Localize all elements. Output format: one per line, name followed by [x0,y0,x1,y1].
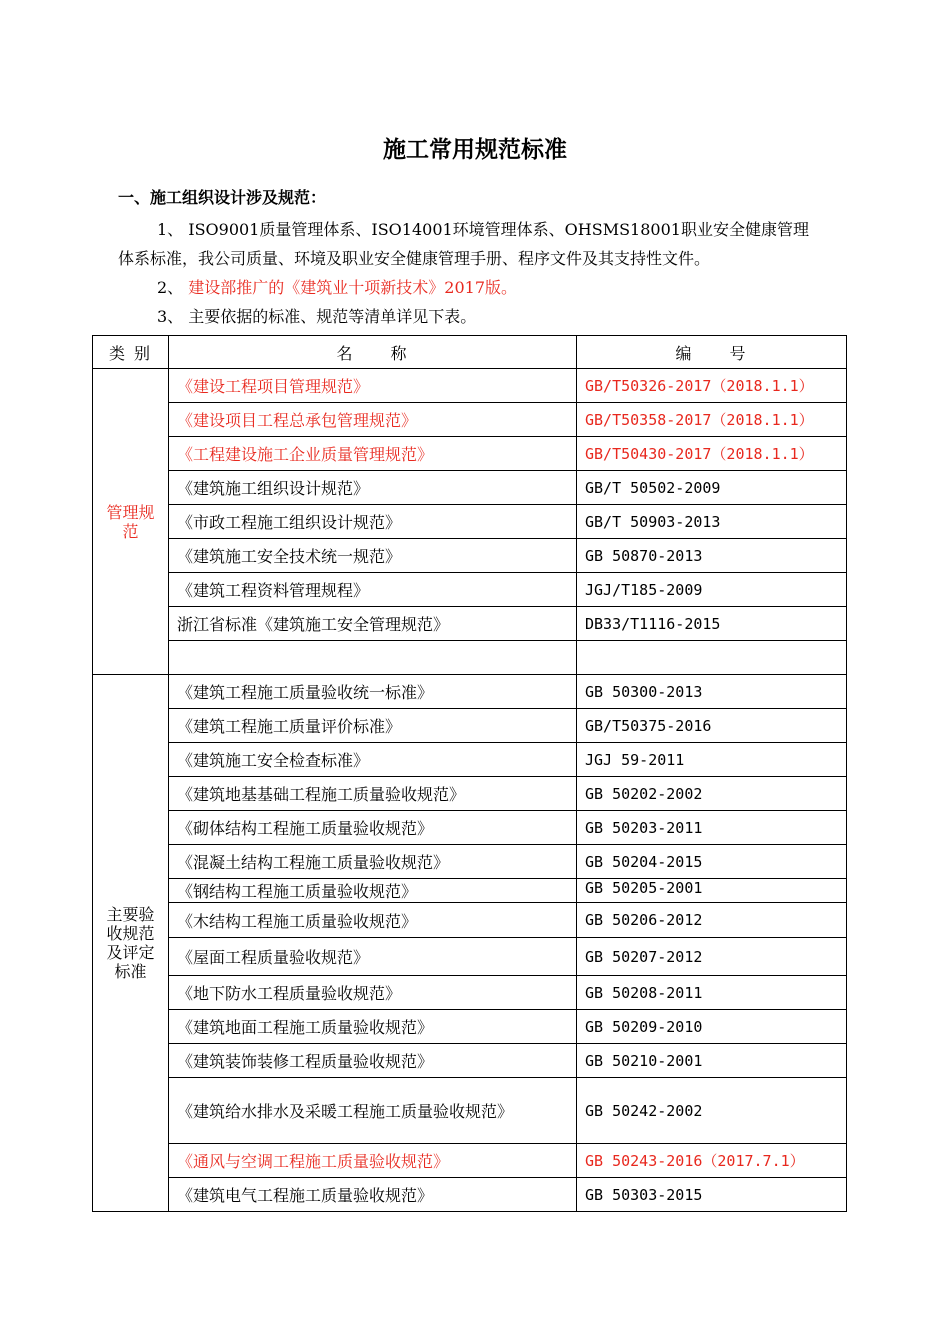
standard-name-cell: 《钢结构工程施工质量验收规范》 [169,879,577,903]
standard-name-cell: 浙江省标准《建筑施工安全管理规范》 [169,607,577,641]
standards-table [92,335,847,1212]
standard-code-cell: GB 50210-2001 [577,1044,847,1078]
standard-name-cell: 《建筑施工组织设计规范》 [169,471,577,505]
standard-name-cell: 《建筑工程资料管理规程》 [169,573,577,607]
standard-code-cell: GB/T50375-2016 [577,709,847,743]
standard-code-cell: GB 50204-2015 [577,845,847,879]
table-row [93,811,847,845]
standard-code-cell: GB 50303-2015 [577,1178,847,1212]
standard-code-cell: GB/T50358-2017（2018.1.1） [577,403,847,437]
table-row [93,369,847,403]
table-row [93,505,847,539]
standard-code-cell: GB 50242-2002 [577,1078,847,1144]
standard-name-cell: 《建筑地面工程施工质量验收规范》 [169,1010,577,1044]
table-row [93,1178,847,1212]
page-title: 施工常用规范标准 [383,137,567,163]
table-row [93,743,847,777]
standard-name-cell: 《市政工程施工组织设计规范》 [169,505,577,539]
table-row [93,1044,847,1078]
table-row [93,903,847,938]
standard-name-cell: 《混凝土结构工程施工质量验收规范》 [169,845,577,879]
standard-name-cell [169,641,577,675]
item2 [157,273,517,302]
table-row [93,573,847,607]
table-row [93,879,847,903]
table-row [93,437,847,471]
table-row [93,938,847,976]
standard-name-cell: 《建筑工程施工质量评价标准》 [169,709,577,743]
standard-code-cell: JGJ 59-2011 [577,743,847,777]
standard-code-cell: GB/T 50903-2013 [577,505,847,539]
table-row [93,607,847,641]
standard-name-cell: 《建筑地基基础工程施工质量验收规范》 [169,777,577,811]
standard-code-cell: GB 50300-2013 [577,675,847,709]
table-body [93,369,847,1212]
item1-line1: 1、 ISO9001质量管理体系、ISO14001环境管理体系、OHSMS18001职业安全健康管理 [157,220,809,239]
standard-code-cell: GB 50870-2013 [577,539,847,573]
section-heading: 一、施工组织设计涉及规范： [118,188,327,207]
header-category: 类 别 [93,336,169,369]
table-row [93,845,847,879]
standard-name-cell: 《木结构工程施工质量验收规范》 [169,903,577,938]
item3: 3、 主要依据的标准、规范等清单详见下表。 [157,307,477,326]
standard-name-cell: 《建筑工程施工质量验收统一标准》 [169,675,577,709]
standard-name-cell: 《建设项目工程总承包管理规范》 [169,403,577,437]
standard-code-cell: GB 50243-2016（2017.7.1） [577,1144,847,1178]
standard-name-cell: 《通风与空调工程施工质量验收规范》 [169,1144,577,1178]
table-row [93,1010,847,1044]
standard-code-cell [577,641,847,675]
standard-code-cell: GB 50209-2010 [577,1010,847,1044]
standard-name-cell: 《建筑装饰装修工程质量验收规范》 [169,1044,577,1078]
table-row [93,709,847,743]
category-cell: 管理规范 [93,369,169,675]
standard-code-cell: GB 50206-2012 [577,903,847,938]
table-header-row [93,336,847,369]
standard-name-cell: 《工程建设施工企业质量管理规范》 [169,437,577,471]
header-code: 编 号 [577,336,847,369]
standard-code-cell: GB 50207-2012 [577,938,847,976]
standard-code-cell: JGJ/T185-2009 [577,573,847,607]
standard-name-cell: 《建筑施工安全检查标准》 [169,743,577,777]
standard-code-cell: GB/T 50502-2009 [577,471,847,505]
standard-code-cell: GB 50203-2011 [577,811,847,845]
standard-name-cell: 《建筑给水排水及采暖工程施工质量验收规范》 [169,1078,577,1144]
standard-code-cell: GB 50202-2002 [577,777,847,811]
table-row [93,777,847,811]
table-row [93,471,847,505]
standard-code-cell: GB 50205-2001 [577,879,847,903]
standard-code-cell: GB/T50326-2017（2018.1.1） [577,369,847,403]
standard-name-cell: 《砌体结构工程施工质量验收规范》 [169,811,577,845]
table-row [93,675,847,709]
header-name: 名 称 [169,336,577,369]
table-row [93,1144,847,1178]
item1-line2: 体系标准，我公司质量、环境及职业安全健康管理手册、程序文件及其支持性文件。 [118,249,711,268]
standard-name-cell: 《建筑施工安全技术统一规范》 [169,539,577,573]
standard-code-cell: GB/T50430-2017（2018.1.1） [577,437,847,471]
item2-number: 2、 [157,278,184,297]
standard-name-cell: 《屋面工程质量验收规范》 [169,938,577,976]
table-row [93,976,847,1010]
table-row [93,1078,847,1144]
standard-name-cell: 《建筑电气工程施工质量验收规范》 [169,1178,577,1212]
table-row [93,539,847,573]
table-row [93,641,847,675]
standard-code-cell: DB33/T1116-2015 [577,607,847,641]
standard-name-cell: 《建设工程项目管理规范》 [169,369,577,403]
table-row [93,403,847,437]
item2-text: 建设部推广的《建筑业十项新技术》2017版。 [188,278,518,297]
category-cell: 主要验收规范及评定标准 [93,675,169,1212]
standard-code-cell: GB 50208-2011 [577,976,847,1010]
standard-name-cell: 《地下防水工程质量验收规范》 [169,976,577,1010]
